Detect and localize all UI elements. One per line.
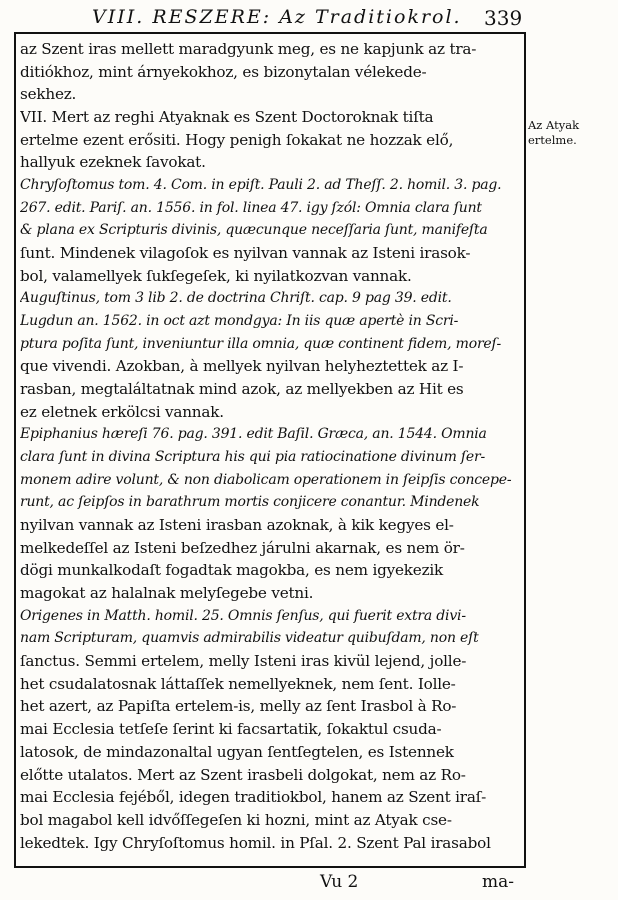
running-header [14,6,524,32]
margin-note [528,118,616,148]
text-line: latosok, de mindazonaltal ugyan ſentſegtelen, es Istennek [20,742,454,761]
running-title: VIII. RESZERE: Az Traditiokrol. [92,6,462,28]
text-line: que vivendi. Azokban, à mellyek nyilvan helyheztettek az I- [20,357,464,376]
text-line: ez eletnek erkölcsi vannak. [20,402,224,421]
signature-mark: Vu 2 [320,872,359,892]
page-number: 339 [484,6,523,30]
text-line: sekhez. [20,85,77,104]
text-line: & plana ex Scripturis divinis, quæcunque neceſſaria ſunt, manifeſta [20,222,488,239]
text-line: monem adire volunt, & non diabolicam operationem in ſeipſis concepe- [20,471,512,488]
text-line: ptura poſita ſunt, inveniuntur illa omnia, quæ continent fidem, moreſ- [20,335,502,352]
text-line: runt, ac ſeipſos in barathrum mortis conjicere conantur. Mindenek [20,494,480,511]
frame-right-rule [524,32,526,868]
text-line: Lugdun an. 1562. in oct azt mondgya: In iis quæ apertè in Scri- [20,313,459,330]
text-line: nyilvan vannak az Isteni irasban azoknak, à kik kegyes el- [20,516,454,535]
text-line: 267. edit. Pariſ. an. 1556. in fol. linea 47. igy ſzól: Omnia clara ſunt [20,199,482,216]
frame-left-rule [14,32,16,868]
text-line: bol magabol kell idvőſſegeſen ki hozni, mint az Atyak cse- [20,810,452,829]
text-line: dögi munkalkodaſt fogadtak magokba, es nem igyekezik [20,561,444,580]
text-line: mai Ecclesia fejéből, idegen traditiokbol, hanem az Szent iraſ- [20,788,487,807]
text-line: nam Scripturam, quamvis admirabilis videatur quibuſdam, non eſt [20,630,479,647]
header-rule [14,32,526,34]
text-line: het csudalatosnak láttaſſek nemellyeknek, nem ſent. Iolle- [20,674,456,693]
catchword: ma- [482,872,514,892]
text-line: bol, valamellyek ſukſegeſek, ki nyilatkozvan vannak. [20,266,412,285]
text-line: hallyuk ezeknek ſavokat. [20,153,206,172]
text-line: az Szent iras mellett maradgyunk meg, es ne kapjunk az tra- [20,40,477,58]
text-line: ſunt. Mindenek vilagoſok es nyilvan vannak az Isteni irasok- [20,244,471,263]
text-line: lekedtek. Igy Chryſoſtomus homil. in Pſal. 2. Szent Pal irasabol [20,833,491,852]
text-line: magokat az halalnak melyſegebe vetni. [20,584,314,603]
body-text [20,38,518,854]
text-line: Auguſtinus, tom 3 lib 2. de doctrina Chriſt. cap. 9 pag 39. edit. [20,290,452,307]
text-line: ditiókhoz, mint árnyekokhoz, es bizonytalan vélekede- [20,62,427,81]
text-line: het azert, az Papiſta ertelem-is, melly az ſent Irasbol à Ro- [20,697,457,716]
text-line: clara ſunt in divina Scriptura his qui pia ratiocinatione divinum ſer- [20,449,486,466]
text-line: előtte utalatos. Mert az Szent irasbeli dolgokat, nem az Ro- [20,765,466,784]
text-line: mai Ecclesia tetſeſe ſerint ki facsartatik, ſokaktul csuda- [20,720,442,739]
text-line: melkedeſſel az Isteni beſzedhez járulni akarnak, es nem ör- [20,538,465,557]
margin-note-line: ertelme. [528,133,577,147]
footer-rule [14,866,526,868]
margin-note-line: Az Atyak [528,118,580,132]
text-line: ertelme ezent erősiti. Hogy penigh ſokakat ne hozzak elő, [20,130,454,149]
text-line: Chryſoſtomus tom. 4. Com. in epiſt. Pauli 2. ad Theſſ. 2. homil. 3. pag. [20,177,502,194]
text-line: VII. Mert az reghi Atyaknak es Szent Doctoroknak tiſta [20,108,434,127]
text-line: rasban, megtaláltatnak mind azok, az mellyekben az Hit es [20,380,464,399]
text-line: Origenes in Matth. homil. 25. Omnis ſenſus, qui fuerit extra divi- [20,607,466,624]
text-line: Epiphanius hæreſi 76. pag. 391. edit Baſil. Græca, an. 1544. Omnia [20,426,487,443]
text-line: ſanctus. Semmi ertelem, melly Isteni iras kivül lejend, jolle- [20,652,467,671]
